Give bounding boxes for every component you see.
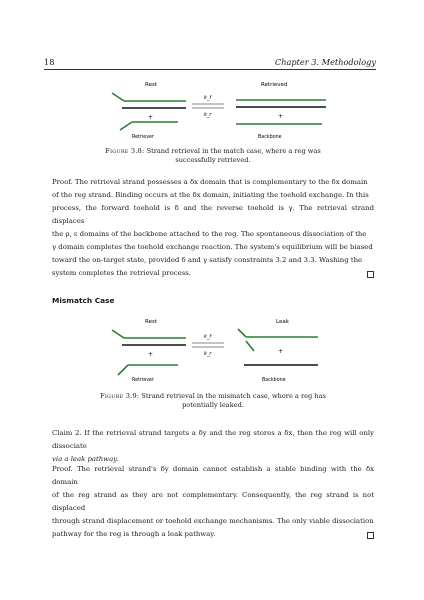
proof-2 [52,463,374,541]
proof1-line: toward the on-target state, provided δ and γ satisfy constraints 3.2 and 3.3. Washing the [52,256,363,264]
fig2-caption-text: Strand retrieval in the mismatch case, where a reg has potentially leaked. [141,392,326,409]
fig2-right-plus: + [278,348,284,355]
qed-symbol [367,271,374,278]
chapter-title: Chapter 3. Methodology [274,57,376,67]
fig2-rest-label: Rest [145,319,157,325]
fig1-right-plus: + [278,113,284,120]
figure-3-8-diagram [0,78,424,146]
fig2-left-reg-toehold [112,330,124,338]
proof2-line: Proof. The retrieval strand's δy domain cannot establish a stable binding with the δx domain [52,465,374,486]
qed-symbol [367,532,374,539]
fig2-kr: k_r [204,351,212,357]
section-heading: Mismatch Case [52,296,115,305]
proof1-line: Proof. The retrieval strand possesses a δx domain that is complementary to the δx domain [52,178,368,186]
fig2-leak-label: Leak [276,319,289,325]
proof1-line: the ρ, ε domains of the backbone attached to the reg. The spontaneous dissociation of the [52,230,367,238]
proof1-line: process, the forward toehold is δ and the reverse toehold is γ. The retrieval strand displaces [52,204,374,225]
proof1-line: of the reg strand. Binding occurs at the δx domain, initiating the toehold exchange. In this [52,191,369,199]
claim-line: via a leak pathway. [52,455,119,463]
fig1-retriever-label: Retriever [132,135,154,140]
figure-3-9-diagram [0,315,424,387]
fig1-retrieved-label: Retrieved [261,82,288,88]
fig1-kr: k_r [204,112,212,118]
fig2-left-retriever-toehold [118,365,128,375]
fig1-left-reg-toehold [112,93,124,101]
fig2-right-retriever-toehold [246,341,254,351]
fig2-right-reg-toehold [238,329,246,337]
proof1-line: system completes the retrieval process. [52,269,191,277]
fig1-backbone-label: Backbone [258,135,282,140]
fig2-backbone-label: Backbone [262,378,286,383]
proof2-line: pathway for the reg is through a leak pathway. [52,530,216,538]
fig1-left-retriever-toehold [120,122,132,130]
fig1-left-plus: + [148,114,154,121]
fig2-left-plus: + [148,351,154,358]
proof1-line: γ domain completes the toehold exchange reaction. The system's equilibrium will be biased [52,243,373,251]
fig1-caption-label: Figure 3.8: [105,147,145,155]
fig1-rest-label: Rest [145,82,157,88]
fig1-caption-text: Strand retrieval in the match case, where a reg was successfully retrieved. [146,147,321,164]
fig2-caption-label: Figure 3.9: [100,392,140,400]
header-rule [44,69,376,70]
fig2-retriever-label: Retriever [132,378,154,383]
figure-3-9-caption [88,392,338,410]
page-number: 18 [44,57,55,67]
proof2-line: through strand displacement or toehold exchange mechanisms. The only viable dissociation [52,517,374,525]
figure-3-8-caption [88,147,338,165]
running-header [44,57,376,67]
claim-2 [52,427,374,466]
claim-line: Claim 2. If the retrieval strand targets a δy and the reg stores a δx, then the reg will only dissociate [52,429,374,450]
proof-1 [52,176,374,280]
fig2-kf: k_f [204,334,212,340]
proof2-line: of the reg strand as they are not complementary. Consequently, the reg strand is not displaced [52,491,374,512]
fig1-kf: k_f [204,95,212,101]
